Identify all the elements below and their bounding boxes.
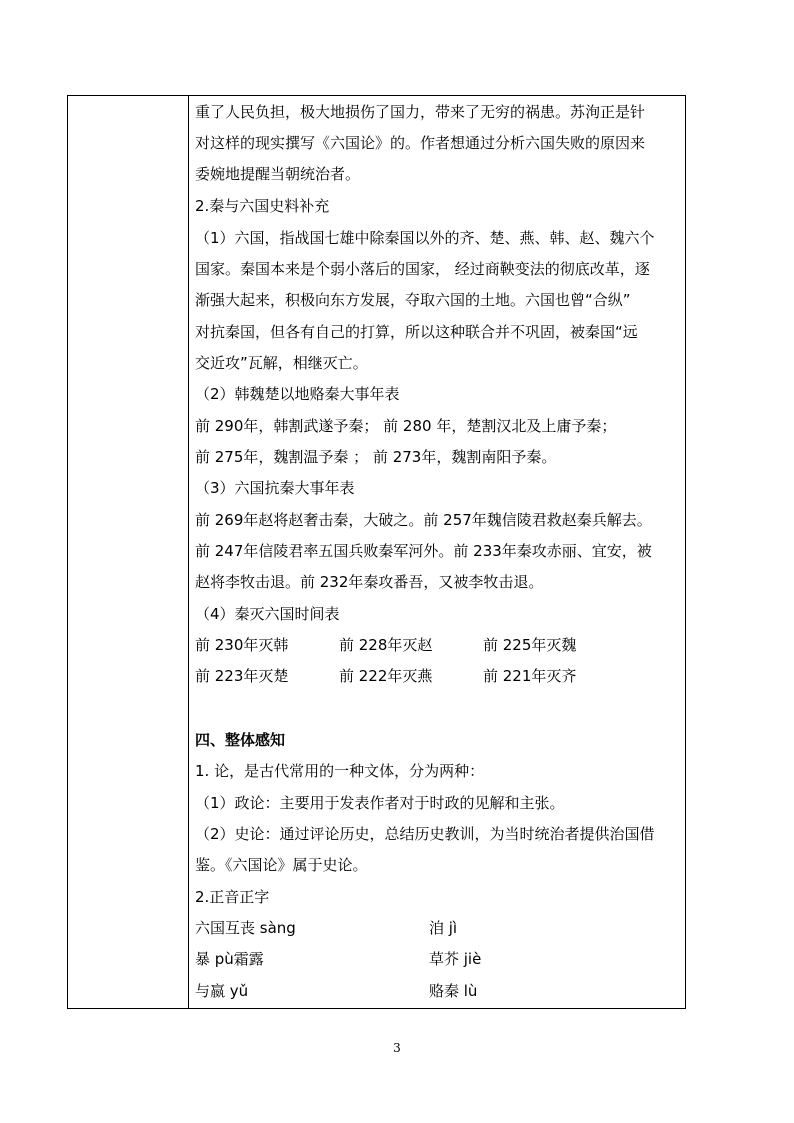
text-line: 国家。秦国本来是个弱小落后的国家， 经过商鞅变法的彻底改革，逐 — [195, 260, 650, 278]
timeline-item: 前 221年灭齐 — [483, 667, 577, 685]
text-line: （1）六国，指战国七雄中除秦国以外的齐、楚、燕、韩、赵、魏六个 — [195, 229, 655, 247]
page-number: 3 — [393, 1041, 401, 1055]
text-line: 前 275年，魏割温予秦 ； 前 273年，魏割南阳予秦。 — [195, 448, 557, 466]
text-line: 委婉地提醒当朝统治者。 — [195, 165, 361, 183]
timeline-item: 前 222年灭燕 — [339, 667, 433, 685]
pinyin-item: 草芥 jiè — [429, 950, 482, 968]
subsection-heading: （3）六国抗秦大事年表 — [195, 479, 355, 497]
text-line: （2）史论：通过评论历史，总结历史教训，为当时统治者提供治国借 — [195, 825, 655, 843]
text-line: 重了人民负担，极大地损伤了国力，带来了无穷的祸患。苏洵正是针 — [195, 103, 646, 121]
text-line: （1）政论：主要用于发表作者对于时政的见解和主张。 — [195, 794, 565, 812]
text-line: 鉴。《六国论》属于史论。 — [195, 856, 368, 874]
column-divider — [188, 96, 189, 1008]
subsection-heading: （4）秦灭六国时间表 — [195, 605, 340, 623]
timeline-item: 前 225年灭魏 — [483, 636, 577, 654]
text-line: 对这样的现实撰写《六国论》的。作者想通过分析六国失败的原因来 — [195, 134, 646, 152]
pinyin-item: 六国互丧 sàng — [195, 919, 296, 937]
text-line: 赵将李牧击退。前 232年秦攻番吾，又被李牧击退。 — [195, 573, 544, 591]
pinyin-item: 洎 jì — [429, 919, 458, 937]
text-line: 前 247年信陵君率五国兵败秦军河外。前 233年秦攻赤丽、宜安，被 — [195, 542, 652, 560]
section-heading: 2.秦与六国史料补充 — [195, 197, 330, 215]
timeline-item: 前 223年灭楚 — [195, 667, 289, 685]
timeline-item: 前 228年灭赵 — [339, 636, 433, 654]
section-heading: 四、整体感知 — [195, 731, 286, 749]
text-line: 前 269年赵将赵奢击秦，大破之。前 257年魏信陵君救赵秦兵解去。 — [195, 511, 652, 529]
text-line: 1. 论，是古代常用的一种文体，分为两种： — [195, 762, 485, 780]
text-line: 对抗秦国，但各有自己的打算，所以这种联合并不巩固，被秦国“远 — [195, 323, 638, 341]
subsection-heading: 2.正音正字 — [195, 888, 270, 906]
subsection-heading: （2）韩魏楚以地赂秦大事年表 — [195, 385, 400, 403]
timeline-item: 前 230年灭韩 — [195, 636, 289, 654]
pinyin-item: 与嬴 yǔ — [195, 982, 249, 1000]
pinyin-item: 暴 pù霜露 — [195, 950, 264, 968]
text-line: 交近攻”瓦解，相继灭亡。 — [195, 354, 368, 372]
pinyin-item: 赂秦 lù — [429, 982, 478, 1000]
content-table — [67, 95, 686, 1009]
text-line: 前 290年，韩割武遂予秦； 前 280 年，楚割汉北及上庸予秦； — [195, 417, 617, 435]
text-line: 渐强大起来，积极向东方发展，夺取六国的土地。六国也曾“合纵” — [195, 291, 631, 309]
